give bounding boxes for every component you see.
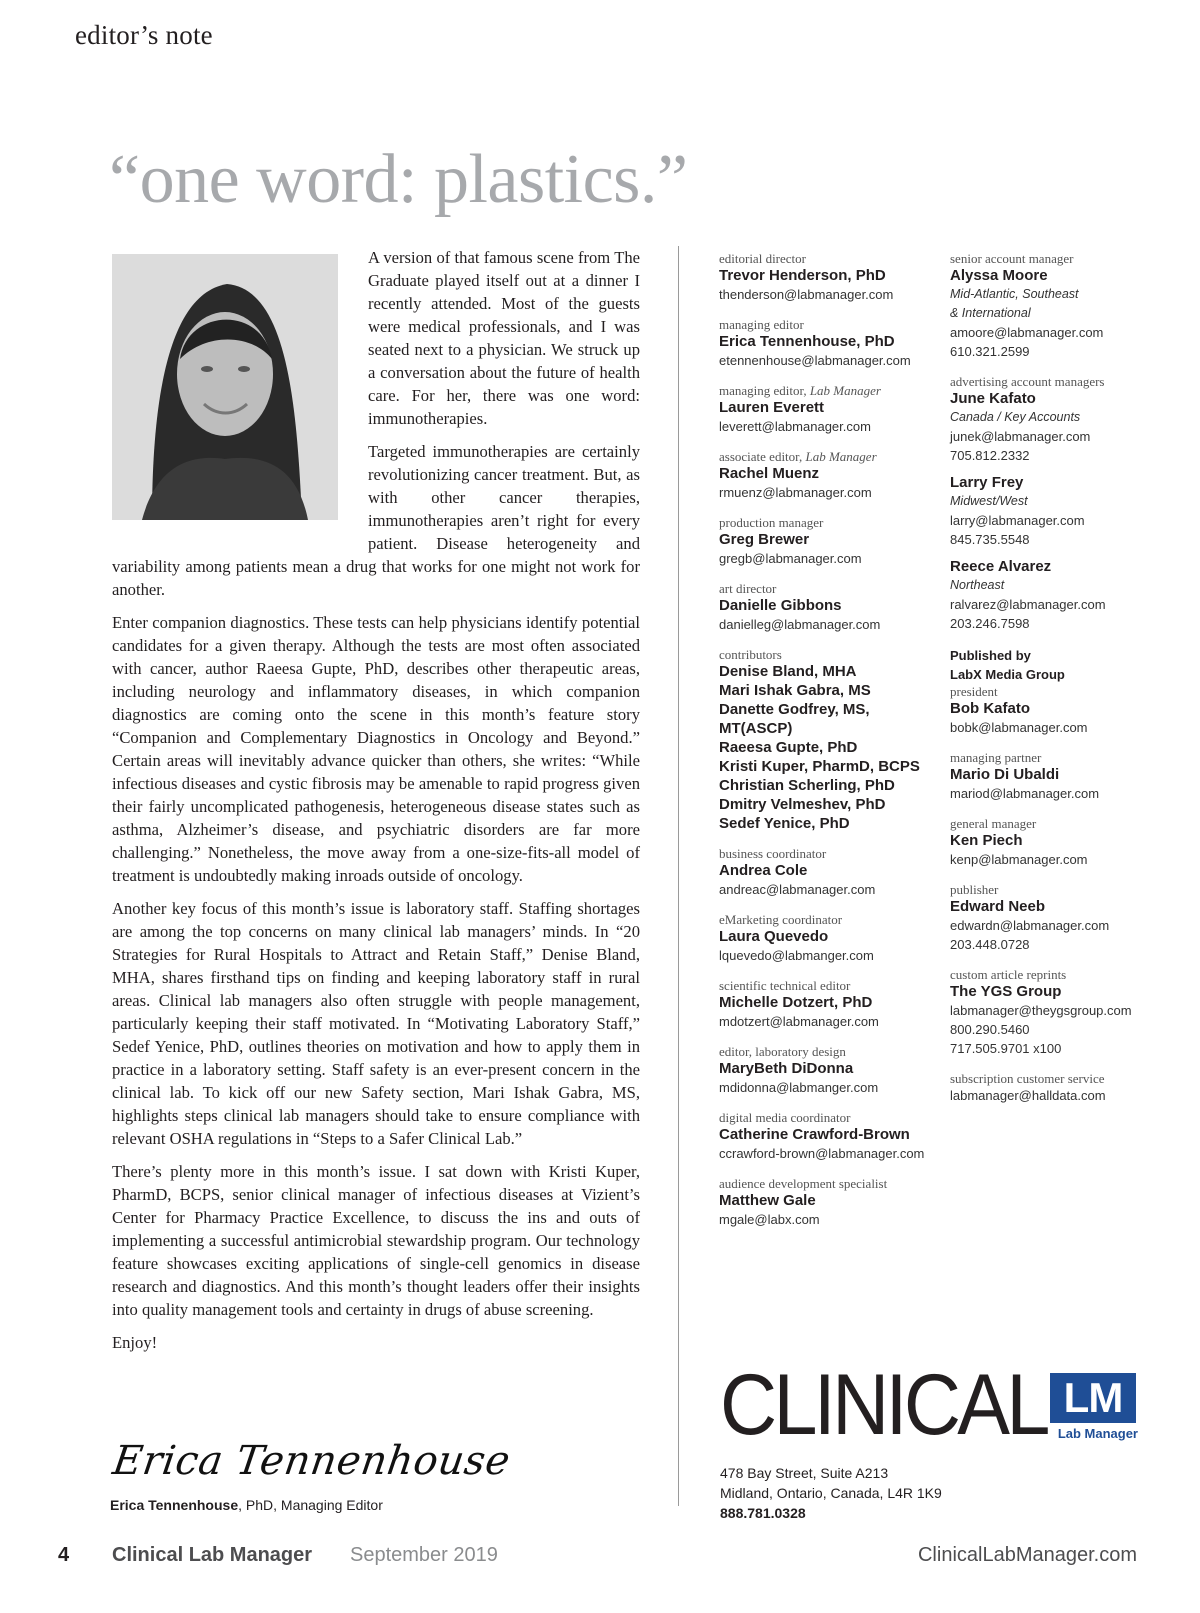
role-text: digital media coordinator xyxy=(719,1110,851,1125)
contributor-name: Kristi Kuper, PharmD, BCPS xyxy=(719,758,920,775)
staff-email[interactable]: ralvarez@labmanager.com xyxy=(950,597,1106,612)
masthead-entry xyxy=(950,684,1180,737)
role-text: business coordinator xyxy=(719,846,827,861)
role-text: contributors xyxy=(719,647,782,662)
magazine-name: Clinical Lab Manager xyxy=(112,1544,313,1566)
mailing-address xyxy=(720,1463,942,1523)
staff-email[interactable]: thenderson@labmanager.com xyxy=(719,287,894,302)
staff-name: Lauren Everett xyxy=(719,399,825,416)
staff-email[interactable]: mariod@labmanager.com xyxy=(950,786,1100,801)
staff-phone: 203.448.0728 xyxy=(950,937,1030,952)
masthead-entry xyxy=(719,515,929,568)
masthead-entry xyxy=(719,383,929,436)
staff-phone: 610.321.2599 xyxy=(950,344,1030,359)
staff-region: Mid-Atlantic, Southeast xyxy=(950,287,1079,301)
entry-role xyxy=(719,647,929,662)
entry-role xyxy=(719,846,929,861)
website-link[interactable]: ClinicalLabManager.com xyxy=(917,1544,1137,1566)
article-paragraph: Enter companion diagnostics. These tests can help physicians identify potential candidates for a given therapy. Although the tests are most often associated with cancer, author Raeesa Gupte, PhD, describes other therapeutic areas, including neurology and inflammatory diseases, in which companion diagnostics are coming onto the scene in this month’s feature story “Companion and Complementary Diagnostics in Oncology and Beyond.” Certain areas will inevitably advance quicker than others, she writes: “While infectious diseases and cystic fibrosis may be amenable to rapid progress given their fairly uncomplicated pathogenesis, heterogeneous disease states such as asthma, Alzheimer’s disease, and psychiatric disorders are far more challenging.” Nonetheless, the move away from a one-size-fits-all model of treatment is undoubtedly making inroads outside of oncology. xyxy=(112,613,640,885)
article-paragraph: There’s plenty more in this month’s issue. I sat down with Kristi Kuper, PharmD, BCPS, senior clinical manager of infectious diseases at Vizient’s Center for Pharmacy Practice Excellence, to discuss the ins and outs of implementing a successful antimicrobial stewardship program. Our technology feature showcases exciting applications of single-cell genomics in disease research and diagnostics. And this month’s thought leaders offer their insights into quality management tools and certainty in drugs of abuse screening. xyxy=(112,1162,640,1319)
published-by: LabX Media Group xyxy=(950,667,1065,682)
masthead-entry xyxy=(719,978,929,1031)
entry-role: subscription customer service xyxy=(950,1071,1105,1086)
ad-manager xyxy=(950,473,1180,549)
staff-phone: 800.290.5460 xyxy=(950,1022,1030,1037)
logo-subtitle: Lab Manager xyxy=(1057,1426,1138,1441)
staff-phone: 717.505.9701 x100 xyxy=(950,1041,1062,1056)
role-text: production manager xyxy=(719,515,824,530)
logo-wordmark: CLINICAL xyxy=(720,1357,1047,1453)
contributor-name: Danette Godfrey, MS, MT(ASCP) xyxy=(719,701,870,737)
address-phone: 888.781.0328 xyxy=(720,1505,806,1521)
published-by: Published by xyxy=(950,648,1031,663)
staff-email[interactable]: larry@labmanager.com xyxy=(950,513,1085,528)
staff-email[interactable]: andreac@labmanager.com xyxy=(719,882,876,897)
contributor-name: Dmitry Velmeshev, PhD xyxy=(719,796,886,813)
masthead-entry xyxy=(719,581,929,634)
staff-name: Laura Quevedo xyxy=(719,928,829,945)
role-text: editor, laboratory design xyxy=(719,1044,846,1059)
masthead-entry xyxy=(950,816,1180,869)
masthead-entry xyxy=(719,1044,929,1097)
article-paragraph: Targeted immunotherapies are certainly revolutionizing cancer treatment. But, as with other cancer therapies, immunotherapies aren’t right for every patient. Disease heterogeneity and variability among patients mean a drug that works for one might not work for another. xyxy=(112,442,640,599)
masthead-column-business xyxy=(950,251,1180,1118)
editor-signature: Erica Tennenhouse xyxy=(110,1438,514,1484)
article-paragraph: Enjoy! xyxy=(112,1333,158,1352)
staff-region: Northeast xyxy=(950,578,1005,592)
staff-name: Bob Kafato xyxy=(950,700,1030,717)
logo-lm-badge: LM xyxy=(1050,1373,1136,1423)
entry-role xyxy=(719,1044,929,1059)
address-line: 478 Bay Street, Suite A213 xyxy=(720,1465,889,1481)
role-text: eMarketing coordinator xyxy=(719,912,843,927)
staff-email[interactable]: labmanager@theygsgroup.com xyxy=(950,1003,1132,1018)
masthead-entry xyxy=(719,1110,929,1163)
masthead-entry xyxy=(719,647,929,833)
staff-email[interactable]: ccrawford-brown@labmanager.com xyxy=(719,1146,925,1161)
article-paragraph: A version of that famous scene from The Graduate played itself out at a dinner I recently attended. Most of the guests were medical professionals, and I was seated next to a physician. We struck up a conversation about the future of health care. For her, there was one word: immunotherapies. xyxy=(368,248,640,428)
staff-email[interactable]: rmuenz@labmanager.com xyxy=(719,485,872,500)
contributor-name: Denise Bland, MHA xyxy=(719,663,857,680)
column-divider xyxy=(678,246,679,1506)
staff-email[interactable]: mgale@labx.com xyxy=(719,1212,820,1227)
masthead-entry xyxy=(950,882,1180,954)
article-body xyxy=(112,246,640,1364)
staff-email[interactable]: mdidonna@labmanger.com xyxy=(719,1080,879,1095)
entry-role xyxy=(719,912,929,927)
staff-name: Ken Piech xyxy=(950,832,1023,849)
ad-manager xyxy=(950,557,1180,633)
entry-role: managing partner xyxy=(950,750,1042,765)
role-text: scientific technical editor xyxy=(719,978,851,993)
staff-name: June Kafato xyxy=(950,390,1036,407)
masthead-entry xyxy=(950,374,1180,633)
role-text: managing editor, xyxy=(719,383,810,398)
entry-role: custom article reprints xyxy=(950,967,1067,982)
signature-name: Erica Tennenhouse xyxy=(110,1497,239,1513)
masthead-entry xyxy=(719,317,929,370)
role-publication: Lab Manager xyxy=(805,449,877,464)
page-footer xyxy=(0,1544,1200,1584)
staff-email[interactable]: kenp@labmanager.com xyxy=(950,852,1088,867)
ad-manager xyxy=(950,389,1180,465)
clinical-lab-manager-logo xyxy=(720,1357,1140,1453)
staff-name: Matthew Gale xyxy=(719,1192,816,1209)
entry-role xyxy=(719,978,929,993)
staff-region: Midwest/West xyxy=(950,494,1028,508)
entry-role xyxy=(719,251,929,266)
staff-name: Danielle Gibbons xyxy=(719,597,842,614)
staff-email[interactable]: mdotzert@labmanager.com xyxy=(719,1014,879,1029)
contributor-name: Christian Scherling, PhD xyxy=(719,777,895,794)
staff-email[interactable]: leverett@labmanager.com xyxy=(719,419,871,434)
staff-name: MaryBeth DiDonna xyxy=(719,1060,854,1077)
masthead-entry xyxy=(719,912,929,965)
staff-name: The YGS Group xyxy=(950,983,1062,1000)
entry-role xyxy=(719,581,929,596)
staff-region: & International xyxy=(950,306,1031,320)
masthead-entry xyxy=(950,1071,1180,1105)
signature-caption xyxy=(110,1497,383,1513)
section-label: editor’s note xyxy=(75,20,213,50)
staff-phone: 203.246.7598 xyxy=(950,616,1030,631)
role-text: managing editor xyxy=(719,317,804,332)
entry-role xyxy=(719,515,929,530)
contributor-name: Mari Ishak Gabra, MS xyxy=(719,682,871,699)
staff-name: Erica Tennenhouse, PhD xyxy=(719,333,895,350)
entry-role: publisher xyxy=(950,882,999,897)
staff-email[interactable]: junek@labmanager.com xyxy=(950,429,1091,444)
publisher-block xyxy=(950,646,1180,684)
staff-name: Catherine Crawford-Brown xyxy=(719,1126,910,1143)
staff-email[interactable]: etennenhouse@labmanager.com xyxy=(719,353,911,368)
issue-date: September 2019 xyxy=(350,1544,498,1566)
role-text: art director xyxy=(719,581,777,596)
staff-name: Edward Neeb xyxy=(950,898,1046,915)
contributor-name: Raeesa Gupte, PhD xyxy=(719,739,858,756)
role-text: associate editor, xyxy=(719,449,806,464)
staff-phone: 845.735.5548 xyxy=(950,532,1030,547)
staff-email[interactable]: danielleg@labmanager.com xyxy=(719,617,881,632)
staff-email[interactable]: edwardn@labmanager.com xyxy=(950,918,1110,933)
entry-role xyxy=(719,383,929,398)
staff-name: Rachel Muenz xyxy=(719,465,820,482)
entry-role xyxy=(719,1110,929,1125)
staff-email[interactable]: bobk@labmanager.com xyxy=(950,720,1088,735)
article-paragraph: Another key focus of this month’s issue is laboratory staff. Staffing shortages are among the top concerns on many clinical lab managers’ minds. In “20 Strategies for Rural Hospitals to Attract and Retain Staff,” Denise Bland, MHA, shares firsthand tips on finding and keeping laboratory staff in rural areas. Clinical lab managers also often struggle with people management, particularly keeping their staff motivated. In “Motivating Laboratory Staff,” Sedef Yenice, PhD, outlines theories on motivation and how to apply them in practice in a laboratory setting. Staff safety is an ever-present concern in the clinical lab. To kick off our new Safety section, Mari Ishak Gabra, MS, highlights steps clinical lab managers should take to ensure compliance with relevant OSHA regulations in “Steps to a Safer Clinical Lab.” xyxy=(112,899,640,1148)
masthead-entry xyxy=(719,449,929,502)
entry-role xyxy=(719,449,929,464)
signature-title: , PhD, Managing Editor xyxy=(238,1497,383,1513)
staff-phone: 705.812.2332 xyxy=(950,448,1030,463)
staff-email[interactable]: amoore@labmanager.com xyxy=(950,325,1104,340)
contributor-name: Sedef Yenice, PhD xyxy=(719,815,850,832)
staff-name: Greg Brewer xyxy=(719,531,810,548)
entry-role: president xyxy=(950,684,998,699)
masthead-entry xyxy=(950,967,1180,1058)
masthead-entry xyxy=(950,251,1180,361)
staff-email[interactable]: labmanager@halldata.com xyxy=(950,1088,1106,1103)
masthead-entry xyxy=(719,251,929,304)
staff-region: Canada / Key Accounts xyxy=(950,410,1081,424)
staff-name: Mario Di Ubaldi xyxy=(950,766,1060,783)
staff-name: Alyssa Moore xyxy=(950,267,1048,284)
masthead-entry xyxy=(719,1176,929,1229)
staff-name: Larry Frey xyxy=(950,474,1024,491)
masthead-entry xyxy=(719,846,929,899)
entry-role xyxy=(719,1176,929,1191)
entry-role: general manager xyxy=(950,816,1037,831)
staff-email[interactable]: lquevedo@labmanger.com xyxy=(719,948,874,963)
masthead-column-editorial xyxy=(719,251,929,1242)
address-line: Midland, Ontario, Canada, L4R 1K9 xyxy=(720,1485,942,1501)
entry-role xyxy=(719,317,929,332)
role-publication: Lab Manager xyxy=(809,383,881,398)
entry-role: advertising account managers xyxy=(950,374,1105,389)
page-number: 4 xyxy=(58,1544,70,1566)
staff-name: Michelle Dotzert, PhD xyxy=(719,994,873,1011)
staff-name: Reece Alvarez xyxy=(950,558,1052,575)
staff-name: Andrea Cole xyxy=(719,862,808,879)
staff-email[interactable]: gregb@labmanager.com xyxy=(719,551,862,566)
entry-role: senior account manager xyxy=(950,251,1074,266)
page-title: “one word: plastics.” xyxy=(109,141,688,218)
staff-name: Trevor Henderson, PhD xyxy=(719,267,886,284)
role-text: editorial director xyxy=(719,251,806,266)
masthead-entry xyxy=(950,750,1180,803)
photo-spacer xyxy=(112,246,368,542)
role-text: audience development specialist xyxy=(719,1176,888,1191)
